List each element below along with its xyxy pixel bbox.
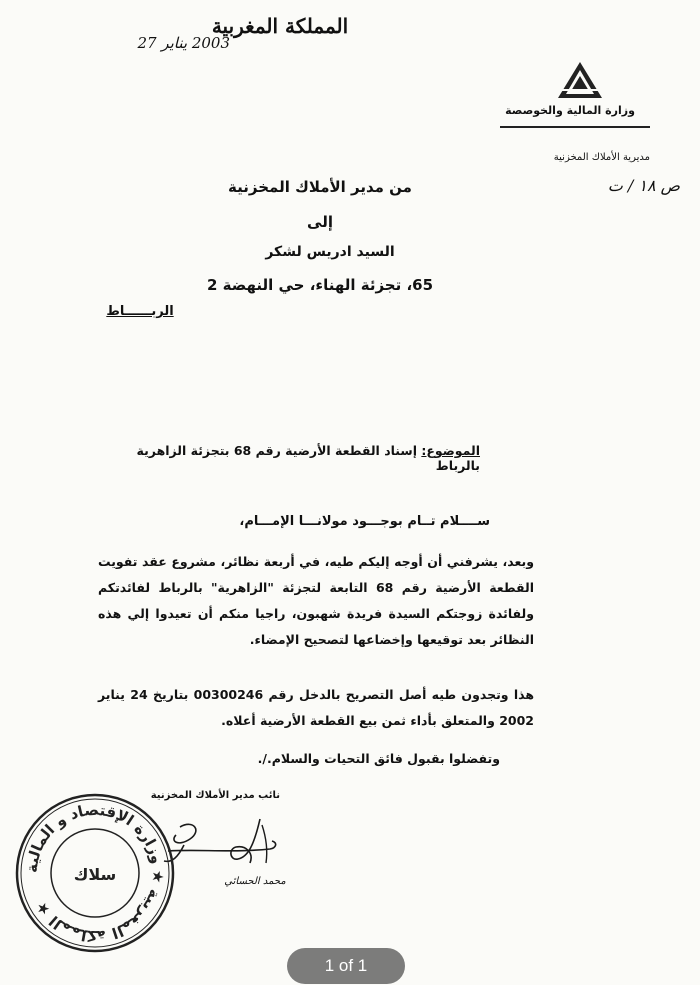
recipient-name: السيد ادريس لشكر [265,244,395,260]
subject-label: الموضوع: [421,443,480,458]
ministry-name: وزارة المالية والخوصصة [505,104,635,117]
directorate-name: مديرية الأملاك المخزنية [553,152,650,163]
signatory-name: محمد الحسائي [224,876,286,887]
reference-number: ص ١٨ / ت [607,176,680,195]
stamp-center-text: سلاك [73,865,117,884]
to-line: إلى [307,213,333,231]
official-stamp-seal [10,788,180,958]
kingdom-header: المملكة المغربية [211,14,349,38]
signatory-title: نائب مدير الأملاك المخزنية [150,790,280,801]
body-paragraph-1: وبعد، يشرفني أن أوجه إليكم طيه، في أربعة نظائر، مشروع عقد تفويت القطعة الأرضية رقم 68 التابعة لتجزئة "الزاهرية" بالرباط لفائدتكم ولفائدة زوجتكم السيدة فريدة شهبون، راجيا منكم أن تعيدوا إلي هذه النظائر بعد توقيعها وإخضاعها لتصحيح الإمضاء. [98,554,535,647]
logo-divider [500,126,650,128]
recipient-city: الربــــــاط [106,304,174,319]
sender-line: من مدير الأملاك المخزنية [228,178,412,196]
closing-line: وتفضلوا بقبول فائق التحيات والسلام./. [257,751,500,766]
stamp-ring-text: المملكة المغربية ★ وزارة الإقتصاد و المالية ★ [22,800,168,946]
body-paragraph-2: هذا وتجدون طيه أصل التصريح بالدخل رقم 00300246 بتاريخ 24 يناير 2002 والمتعلق بأداء ثمن بيع القطعة الأرضية أعلاه. [98,687,535,728]
subject-line [100,443,480,473]
salutation: ســــلام تــام بوجـــود مولانـــا الإمـــام، [239,514,490,529]
handwritten-date: 2003 يناير 27 [137,34,230,52]
page-indicator[interactable]: 1 of 1 [287,948,405,984]
recipient-address: 65، تجزئة الهناء، حي النهضة 2 [206,276,434,294]
ministry-logo-icon [502,60,642,130]
subject-text: إسناد القطعة الأرضية رقم 68 بتجزئة الزاهرية بالرباط [136,443,480,473]
